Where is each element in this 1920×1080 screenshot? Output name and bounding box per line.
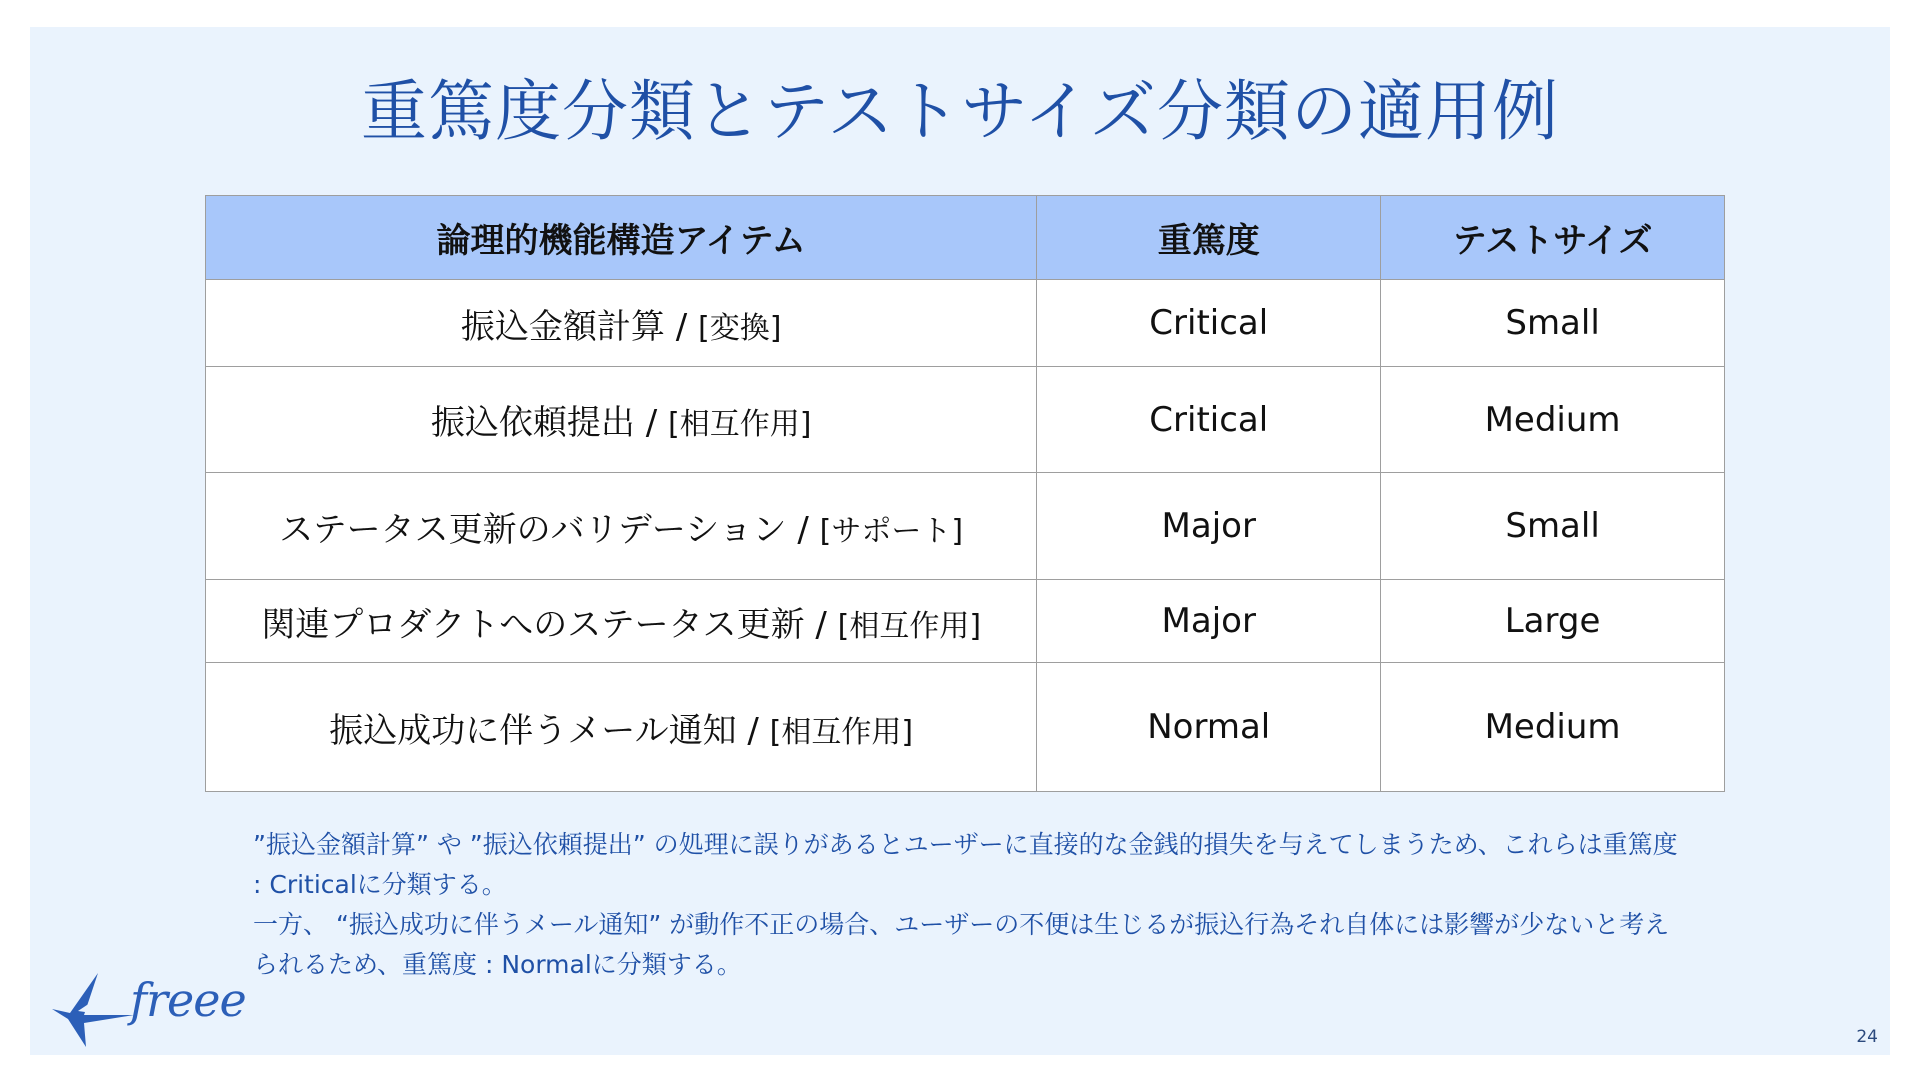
table-row: [206, 280, 1725, 367]
item-name: 振込成功に伴うメール通知 /: [329, 710, 770, 751]
classification-table: [205, 195, 1725, 792]
table-row: [206, 663, 1725, 792]
header-severity: 重篤度: [1037, 196, 1381, 280]
table-row: [206, 367, 1725, 473]
classification-table-wrapper: [205, 195, 1725, 792]
header-item: 論理的機能構造アイテム: [206, 196, 1037, 280]
size-cell: Small: [1381, 473, 1725, 580]
size-cell: Medium: [1381, 367, 1725, 473]
item-cell: [206, 580, 1037, 663]
page-number: 24: [1856, 1027, 1878, 1047]
item-tag: [変換]: [698, 310, 782, 346]
note-paragraph-1: ”振込金額計算” や ”振込依頼提出” の処理に誤りがあるとユーザーに直接的な金銭的損失を与えてしまうため、これらは重篤度 : Criticalに分類する。: [253, 830, 1678, 899]
item-tag: [相互作用]: [769, 714, 914, 750]
size-cell: Small: [1381, 280, 1725, 367]
item-cell: [206, 280, 1037, 367]
item-tag: [相互作用]: [668, 407, 812, 442]
item-name: 振込依頼提出 /: [430, 403, 668, 443]
table-row: [206, 473, 1725, 580]
slide: [30, 27, 1890, 1055]
logo-wordmark: freee: [130, 973, 246, 1027]
item-tag: [サポート]: [819, 513, 964, 549]
size-cell: Large: [1381, 580, 1725, 663]
freee-logo: [48, 969, 248, 1049]
severity-cell: Critical: [1037, 367, 1381, 473]
severity-cell: Normal: [1037, 663, 1381, 792]
table-header-row: [206, 196, 1725, 280]
table-row: [206, 580, 1725, 663]
note-paragraph-2: 一方、 “振込成功に伴うメール通知” が動作不正の場合、ユーザーの不便は生じるが振込行為それ自体には影響が少ないと考えられるため、重篤度 : Normalに分類する。: [253, 910, 1670, 979]
item-tag: [相互作用]: [837, 608, 982, 644]
severity-cell: Major: [1037, 580, 1381, 663]
severity-cell: Major: [1037, 473, 1381, 580]
item-name: ステータス更新のバリデーション /: [279, 509, 820, 550]
header-test-size: テストサイズ: [1381, 196, 1725, 280]
item-name: 振込金額計算 /: [460, 306, 698, 347]
item-cell: [206, 473, 1037, 580]
explanation-notes: [253, 825, 1693, 985]
bird-icon: [48, 969, 138, 1049]
item-cell: [206, 663, 1037, 792]
slide-title: 重篤度分類とテストサイズ分類の適用例: [360, 73, 1560, 150]
severity-cell: Critical: [1037, 280, 1381, 367]
size-cell: Medium: [1381, 663, 1725, 792]
item-cell: [206, 367, 1037, 473]
item-name: 関連プロダクトへのステータス更新 /: [261, 604, 838, 645]
